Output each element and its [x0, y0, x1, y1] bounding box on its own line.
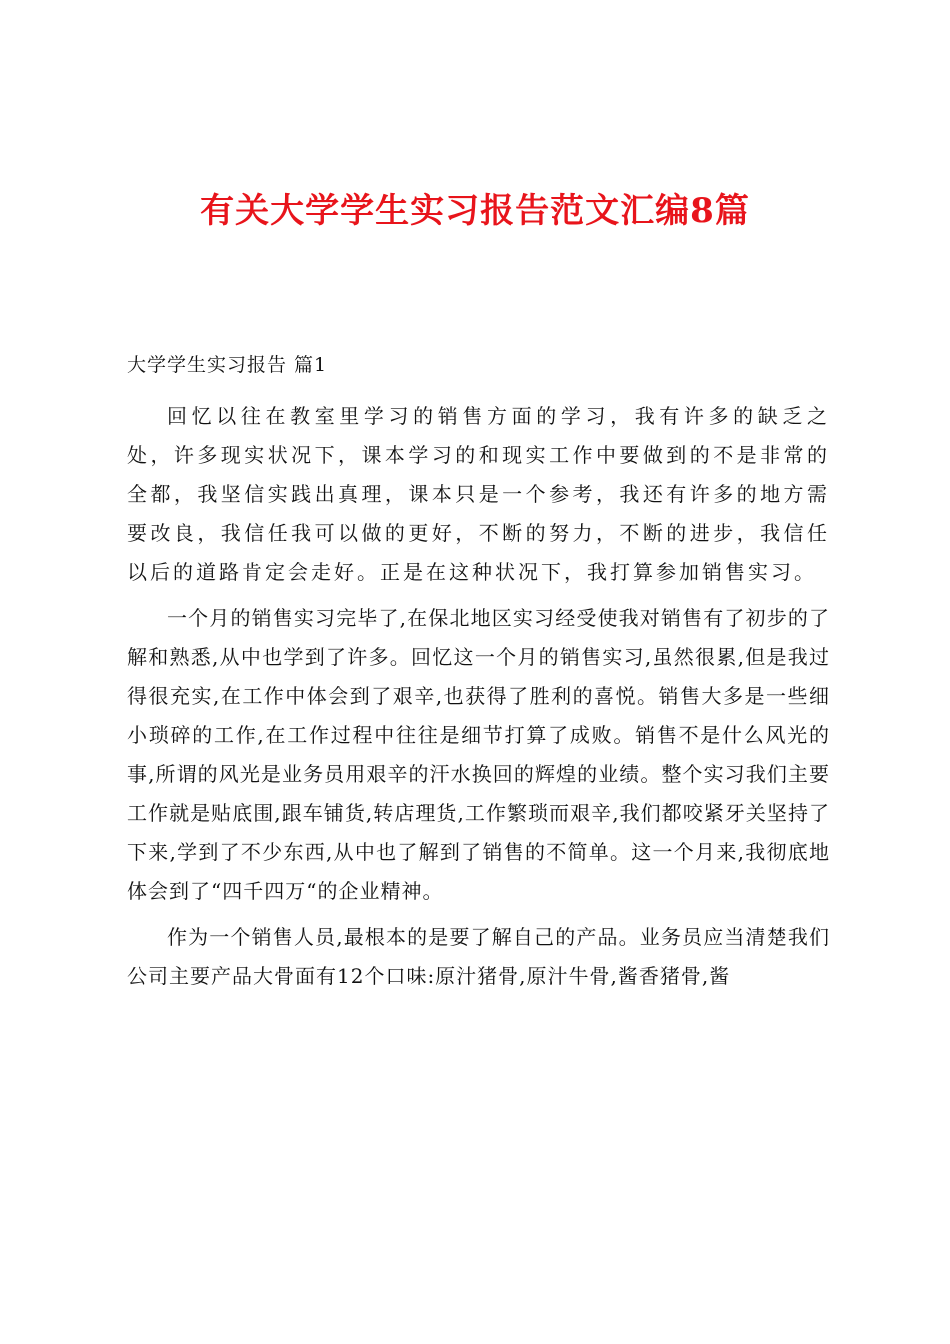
document-body	[127, 397, 830, 1003]
section-heading: 大学学生实习报告 篇1	[127, 354, 328, 376]
document-title: 有关大学学生实习报告范文汇编8篇	[200, 191, 750, 231]
paragraph-1: 回忆以往在教室里学习的销售方面的学习，我有许多的缺乏之处，许多现实状况下，课本学习的和现实工作中要做到的不是非常的全都，我坚信实践出真理，课本只是一个参考，我还有许多的地方需要改良，我信任我可以做的更好，不断的努力，不断的进步，我信任以后的道路肯定会走好。正是在这种状况下，我打算参加销售实习。	[127, 404, 830, 584]
paragraph-2: 一个月的销售实习完毕了,在保北地区实习经受使我对销售有了初步的了解和熟悉,从中也学到了许多。回忆这一个月的销售实习,虽然很累,但是我过得很充实,在工作中体会到了艰辛,也获得了胜利的喜悦。销售大多是一些细小琐碎的工作,在工作过程中往往是细节打算了成败。销售不是什么风光的事,所谓的风光是业务员用艰辛的汗水换回的辉煌的业绩。整个实习我们主要工作就是贴底围,跟车铺货,转店理货,工作繁琐而艰辛,我们都咬紧牙关坚持了下来,学到了不少东西,从中也了解到了销售的不简单。这一个月来,我彻底地体会到了“四千四万“的企业精神。	[127, 606, 830, 903]
paragraph-3: 作为一个销售人员,最根本的是要了解自己的产品。业务员应当清楚我们公司主要产品大骨面有12个口味:原汁猪骨,原汁牛骨,酱香猪骨,酱	[127, 925, 830, 988]
